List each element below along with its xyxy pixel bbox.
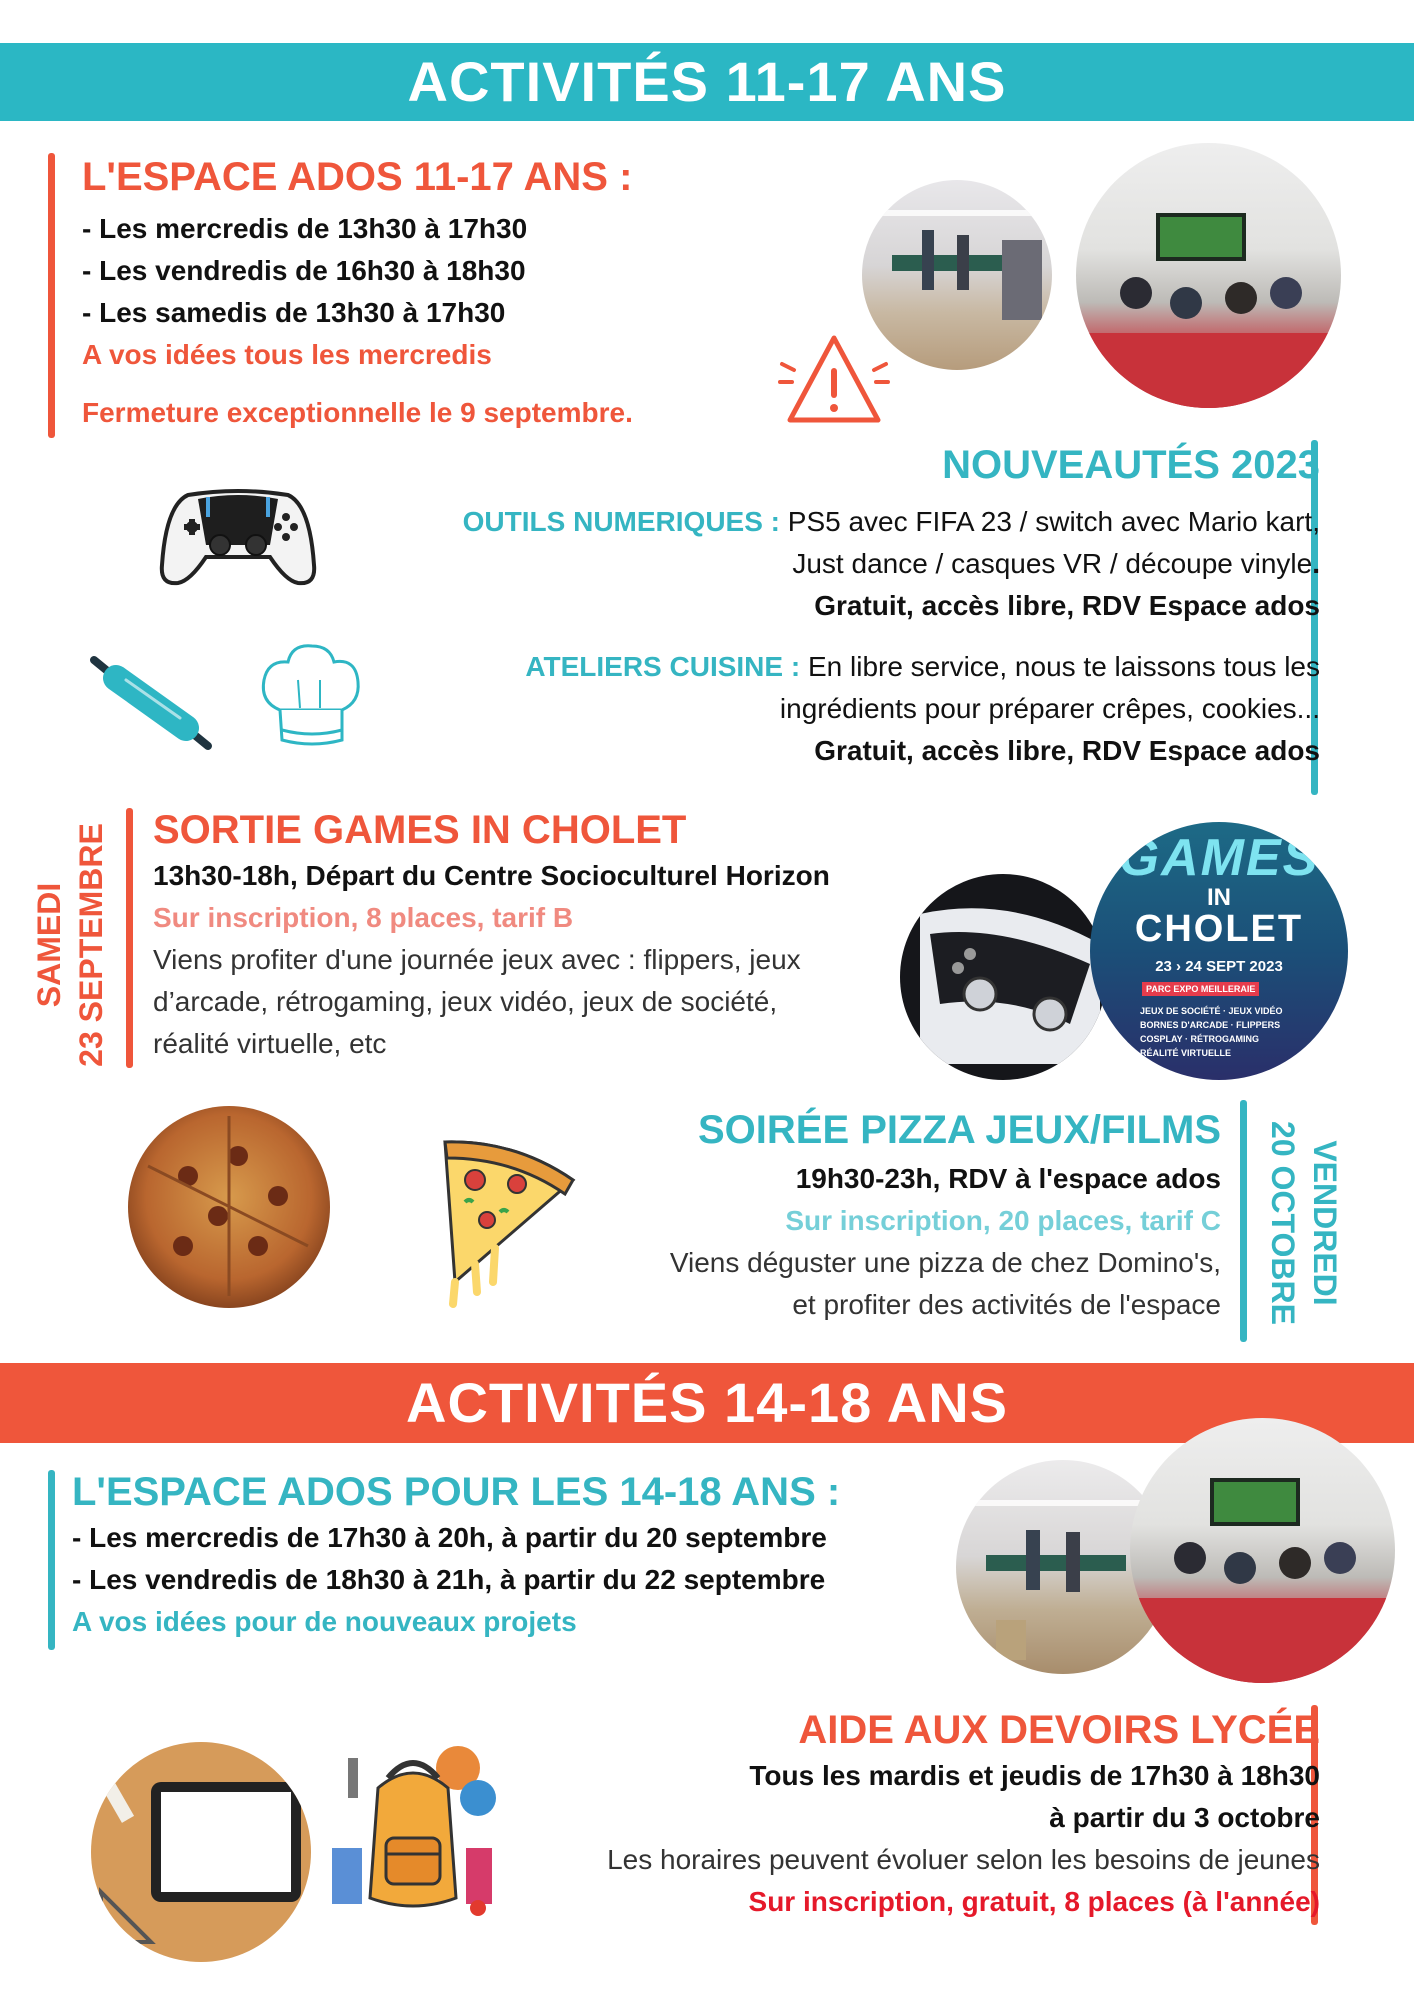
devoirs-line2: à partir du 3 octobre: [1049, 1802, 1320, 1833]
poster-line: COSPLAY · RÉTROGAMING: [1140, 1034, 1260, 1044]
pizza-desc: Viens déguster une pizza de chez Domino's,: [669, 1247, 1221, 1278]
section-title-espace-1418: L'ESPACE ADOS POUR LES 14-18 ANS :: [72, 1470, 841, 1514]
accent-bar: [126, 808, 133, 1068]
poster-line: BORNES D'ARCADE · FLIPPERS: [1140, 1020, 1281, 1030]
cuisine-text: En libre service, nous te laissons tous les: [807, 651, 1320, 682]
outils-info: Gratuit, accès libre, RDV Espace ados: [814, 590, 1320, 621]
photo-controller: [900, 874, 1106, 1080]
rolling-pin-icon: [86, 652, 216, 752]
pizza-signup: Sur inscription, 20 places, tarif C: [785, 1205, 1221, 1236]
cuisine-label: ATELIERS CUISINE :: [525, 651, 801, 682]
ideas-text: A vos idées tous les mercredis: [82, 339, 492, 370]
poster-dates: 23 › 24 SEPT 2023: [1155, 958, 1283, 975]
banner-activites-11-17: [0, 43, 1414, 121]
accent-bar: [48, 153, 55, 438]
photo-espace-ados-tv: [1076, 143, 1341, 408]
ideas-text: A vos idées pour de nouveaux projets: [72, 1606, 577, 1637]
section-title-devoirs: AIDE AUX DEVOIRS LYCÉE: [798, 1708, 1320, 1752]
devoirs-line1: Tous les mardis et jeudis de 17h30 à 18h30: [749, 1760, 1320, 1791]
poster-in: IN: [1207, 884, 1231, 911]
pizza-desc: et profiter des activités de l'espace: [792, 1289, 1221, 1320]
photo-tablet-desk: [91, 1742, 311, 1962]
photo-pizza: [128, 1106, 330, 1308]
poster-line: RÉALITÉ VIRTUELLE: [1140, 1048, 1232, 1058]
schedule-line: - Les samedis de 13h30 à 17h30: [82, 297, 506, 328]
outils-label: OUTILS NUMERIQUES :: [462, 506, 780, 537]
poster-venue: PARC EXPO MEILLERAIE: [1142, 982, 1259, 996]
schedule-line: - Les vendredis de 16h30 à 18h30: [82, 255, 526, 286]
photo-espace-1418-tv: [1130, 1418, 1395, 1683]
banner-title: ACTIVITÉS 11-17 ANS: [407, 50, 1007, 113]
games-signup: Sur inscription, 8 places, tarif B: [153, 902, 574, 933]
games-in-cholet-poster: [1090, 822, 1348, 1080]
banner-activites-14-18: [0, 1363, 1414, 1443]
schedule-line: - Les mercredis de 13h30 à 17h30: [82, 213, 528, 244]
chef-hat-icon: [258, 640, 363, 750]
outils-line1: [463, 506, 1320, 538]
games-date-day: SAMEDI: [31, 882, 67, 1008]
games-desc: réalité virtuelle, etc: [153, 1028, 387, 1059]
cuisine-line2: ingrédients pour préparer crêpes, cookies...: [779, 693, 1320, 724]
warning-icon: [778, 330, 890, 434]
pizza-time: 19h30-23h, RDV à l'espace ados: [795, 1163, 1221, 1194]
schedule-line: - Les mercredis de 17h30 à 20h, à partir du 20 septembre: [72, 1522, 827, 1553]
backpack-school-icon: [328, 1738, 498, 1920]
outils-line2: [792, 548, 1320, 580]
games-desc: d’arcade, rétrogaming, jeux vidéo, jeux de société,: [153, 986, 778, 1017]
devoirs-note: Les horaires peuvent évoluer selon les besoins de jeunes: [607, 1844, 1320, 1875]
pizza-date-month: 20 OCTOBRE: [1265, 1121, 1301, 1325]
closure-text: Fermeture exceptionnelle le 9 septembre.: [82, 397, 633, 428]
accent-bar: [1240, 1100, 1247, 1342]
outils-text: PS5 avec FIFA 23 / switch avec Mario kart,: [787, 506, 1320, 537]
photo-espace-ados-room: [862, 180, 1052, 370]
devoirs-signup: Sur inscription, gratuit, 8 places (à l'année): [748, 1886, 1320, 1917]
pizza-date-day: VENDREDI: [1307, 1140, 1343, 1306]
games-date: [28, 820, 118, 1070]
games-desc: Viens profiter d'une journée jeux avec : flippers, jeux: [153, 944, 801, 975]
section-title-nouveautes: NOUVEAUTÉS 2023: [942, 443, 1320, 487]
games-time: 13h30-18h, Départ du Centre Socioculturel Horizon: [153, 860, 830, 891]
schedule-line: - Les vendredis de 18h30 à 21h, à partir du 22 septembre: [72, 1564, 826, 1595]
section-title-pizza: SOIRÉE PIZZA JEUX/FILMS: [697, 1108, 1221, 1152]
accent-bar: [48, 1470, 55, 1650]
outils-period: .: [1312, 548, 1320, 579]
banner-title: ACTIVITÉS 14-18 ANS: [406, 1371, 1008, 1434]
games-date-month: 23 SEPTEMBRE: [73, 823, 109, 1067]
pizza-date: [1256, 1118, 1346, 1328]
section-title-espace-ados: L'ESPACE ADOS 11-17 ANS :: [82, 155, 633, 199]
gamepad-icon: [158, 485, 318, 590]
poster-cholet: CHOLET: [1134, 908, 1304, 950]
section-title-games: SORTIE GAMES IN CHOLET: [153, 808, 687, 852]
cuisine-line1: [525, 651, 1320, 683]
poster-games: GAMES: [1118, 829, 1320, 887]
pizza-slice-icon: [395, 1132, 585, 1312]
outils-text-2: Just dance / casques VR / découpe vinyle: [792, 548, 1313, 579]
cuisine-info: Gratuit, accès libre, RDV Espace ados: [814, 735, 1320, 766]
poster-line: JEUX DE SOCIÉTÉ · JEUX VIDÉO: [1140, 1006, 1283, 1016]
